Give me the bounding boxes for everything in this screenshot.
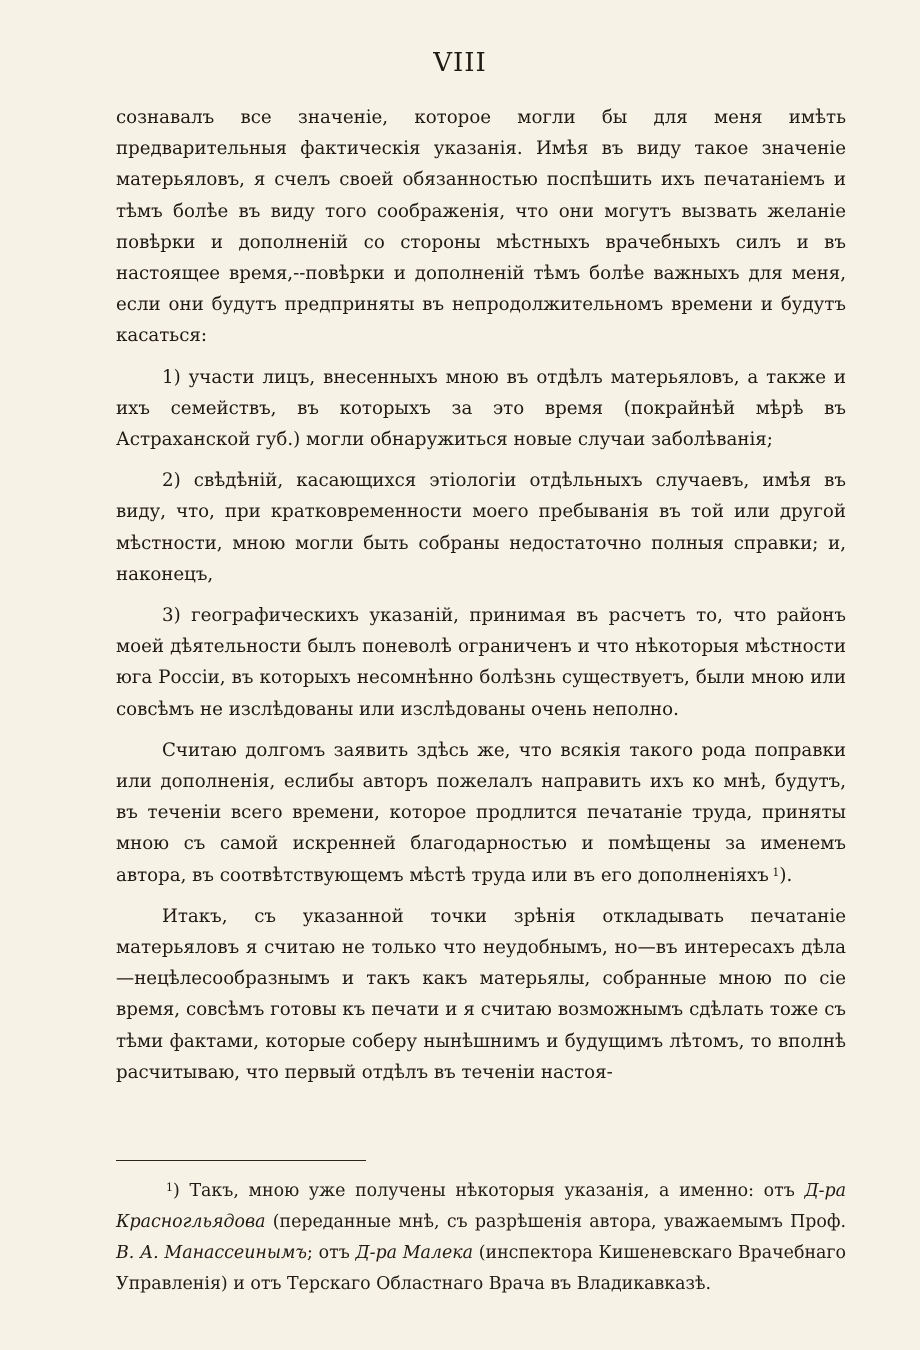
footnote-seg-0: ) Такъ, мною уже получены нѣкоторыя указанія, а именно: отъ bbox=[173, 1181, 805, 1201]
list-item-1-text: 1) участи лицъ, внесенныхъ мною въ отдѣлъ матерьяловъ, а также и ихъ семействъ, въ которыхъ за это время (покрайнѣй мѣрѣ въ Астраханской губ.) могли обнаружиться новые случаи заболѣванія; bbox=[116, 366, 846, 451]
list-item-3-text: 3) географическихъ указаній, принимая въ расчетъ то, что районъ моей дѣятельности былъ поневолѣ ограниченъ и что нѣкоторыя мѣстности юга Россіи, въ которыхъ несомнѣнно болѣзнь существуетъ, были мною или совсѣмъ не изслѣдованы или изслѣдованы очень неполно. bbox=[116, 605, 846, 720]
list-item-2-text: 2) свѣдѣній, касающихся этіологіи отдѣльныхъ случаевъ, имѣя въ виду, что, при кратковременности моего пребыванія въ той или другой мѣстности, мною могли быть собраны недостаточно полныя справки; и, наконецъ, bbox=[116, 470, 846, 585]
paragraph-2-tail: ). bbox=[779, 864, 793, 886]
footnote-seg-6: (инспектора Кишеневскаго Врачебнаго Управленія) и отъ Терскаго Областнаго Врача въ Владикавказѣ. bbox=[116, 1243, 846, 1294]
paragraph-3 bbox=[116, 901, 846, 1088]
footnote-text bbox=[116, 1176, 846, 1300]
footnote-divider bbox=[116, 1160, 366, 1161]
footnote-mark: 1 bbox=[166, 1181, 173, 1194]
footnote-seg-2: (переданные мнѣ, съ разрѣшенія автора, уважаемымъ Проф. bbox=[265, 1212, 846, 1232]
footnote-seg-5: Д-ра Малека bbox=[355, 1243, 473, 1263]
page-number: VIII bbox=[433, 48, 487, 78]
list-item-3 bbox=[116, 600, 846, 725]
footnote-seg-3: В. А. Манассеинымъ bbox=[116, 1243, 308, 1263]
paragraph-2 bbox=[116, 735, 846, 891]
footnote-seg-1: Д-ра Красногльядова bbox=[116, 1181, 846, 1232]
paragraph-2-text: Считаю долгомъ заявить здѣсь же, что всякія такого рода поправки или дополненія, еслибы авторъ пожелалъ направить ихъ ко мнѣ, будутъ, въ теченіи всего времени, которое продлится печатаніе труда, приняты мною съ самой искренней благодарностью и помѣщены за именемъ автора, въ соотвѣтствующемъ мѣстѣ труда или въ его дополненіяхъ bbox=[116, 739, 846, 886]
body-text bbox=[116, 102, 846, 1088]
paragraph-1 bbox=[116, 102, 846, 352]
list-item-1 bbox=[116, 362, 846, 456]
list-item-2 bbox=[116, 465, 846, 590]
paragraph-1-text: сознавалъ все значеніе, которое могли бы для меня имѣть предварительныя фактическія указанія. Имѣя въ виду такое значеніе матерьяловъ, я счелъ своей обязанностью поспѣшить ихъ печатаніемъ и тѣмъ болѣе въ виду того соображенія, что они могутъ вызвать желаніе повѣрки и дополненій со стороны мѣстныхъ врачебныхъ силъ и въ настоящее время,--повѣрки и дополненій тѣмъ болѣе важныхъ для меня, если они будутъ предприняты въ непродолжительномъ времени и будутъ касаться: bbox=[116, 107, 846, 347]
footnote-reference[interactable]: 1 bbox=[772, 865, 780, 879]
footnote bbox=[116, 1176, 846, 1300]
footnote-seg-4: ; отъ bbox=[307, 1243, 356, 1263]
paragraph-3-text: Итакъ, съ указанной точки зрѣнія откладывать печатаніе матерьяловъ я считаю не только что неудобнымъ, но—въ интересахъ дѣла—нецѣлесообразнымъ и такъ какъ матерьялы, собранные мною по сіе время, совсѣмъ готовы къ печати и я считаю возможнымъ сдѣлать тоже съ тѣми фактами, которые соберу нынѣшнимъ и будущимъ лѣтомъ, то вполнѣ расчитываю, что первый отдѣлъ въ теченіи настоя- bbox=[116, 905, 846, 1083]
